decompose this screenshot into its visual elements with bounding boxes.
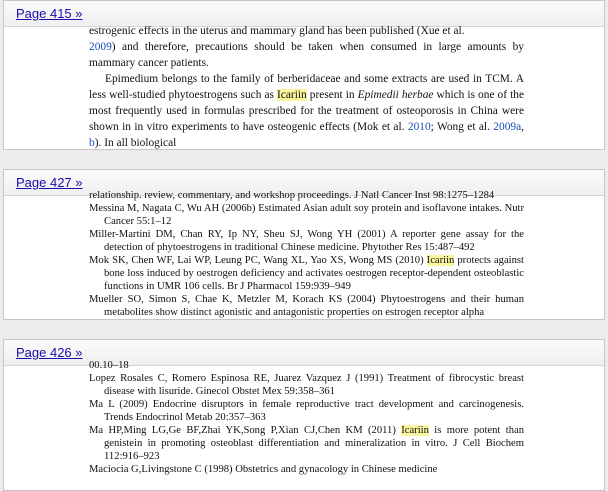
search-result-card xyxy=(3,339,605,491)
reference-entry: 00.10–18 xyxy=(89,360,129,371)
reference-text: Ma HP,Ming LG,Ge BF,Zhai YK,Song P,Xian CJ,Chen KM (2011) xyxy=(89,425,402,436)
reference-entry: relationship. review, commentary, and workshop proceedings. J Natl Cancer Inst 98:1275–1284 xyxy=(89,190,495,201)
page-snippet xyxy=(89,360,524,491)
snippet-text: which is one of the most frequently used in formulas prescribed for the treatment of osteoporosis in China were shown in in vitro experiments to have osteogenic effects (Mok et al. xyxy=(89,89,525,133)
reference-entry: Miller-Martini DM, Chan RY, Ip NY, Sheu SJ, Wong YH (2001) A reporter gene assay for the detection of phytoestrogens in traditional Chinese medicine. Phytother Res 15:487–492 xyxy=(89,229,524,253)
page-link[interactable]: Page 427 » xyxy=(16,175,83,190)
citation-link[interactable]: 2009 xyxy=(89,41,112,53)
citation-link[interactable]: 2009a xyxy=(493,121,522,133)
snippet-text: ; Wong et al. xyxy=(430,121,494,133)
snippet-text xyxy=(89,23,524,39)
search-highlight: Icariin xyxy=(401,425,429,436)
citation-link[interactable]: 2010 xyxy=(407,121,431,133)
page-snippet xyxy=(89,190,524,320)
page-snippet xyxy=(89,23,524,150)
snippet-line: estrogenic effects in the uterus and mammary gland has been published (Xue et al. xyxy=(89,25,465,37)
reference-entry: Maciocia G,Livingstone C (1998) Obstetrics and gynacology in Chinese medicine xyxy=(89,464,438,475)
reference-text: Mok SK, Chen WF, Lai WP, Leung PC, Wang XL, Yao XS, Wong MS (2010) xyxy=(89,255,427,266)
italic-term: Epimedii herbae xyxy=(357,89,434,101)
snippet-text: ). In all biological xyxy=(94,137,177,149)
page-link[interactable]: Page 426 » xyxy=(16,345,83,360)
search-highlight: Icariin xyxy=(277,89,307,101)
reference-entry xyxy=(89,254,524,293)
citation-link[interactable]: b xyxy=(89,137,95,149)
reference-entry xyxy=(89,424,524,463)
search-result-card xyxy=(3,169,605,320)
reference-text: protects against bone loss induced by oestrogen deficiency and activates oestrogen receptor-dependent osteoblastic functions in UMR 106 cells. Br J Pharmacol 159:939–949 xyxy=(104,255,524,292)
reference-entry: Messina M, Nagata C, Wu AH (2006b) Estimated Asian adult soy protein and isoflavone intakes. Nutr Cancer 55:1–12 xyxy=(89,203,524,227)
snippet-paragraph xyxy=(89,39,524,71)
snippet-text: , xyxy=(521,121,524,133)
search-highlight: Icariin xyxy=(426,255,455,266)
snippet-paragraph xyxy=(89,71,524,151)
snippet-text: ) and therefore, precautions should be taken when consumed in large amounts by mammary cancer patients. xyxy=(89,41,524,69)
reference-text: is more potent than genistein in promoting osteoblast differentiation and mineralization in vitro. J Cell Biochem 112:916–923 xyxy=(104,425,524,462)
snippet-text: Epimedium belongs to the family of berberidaceae and some extracts are used in TCM. A less well-studied phytoestrogens such as xyxy=(89,73,524,101)
reference-entry: Ma L (2009) Endocrine disruptors in female reproductive tract development and carcinogenesis. Trends Endocrinol Metab 20:357–363 xyxy=(89,399,524,423)
search-result-card xyxy=(3,0,605,150)
reference-entry: Mueller SO, Simon S, Chae K, Metzler M, Korach KS (2004) Phytoestrogens and their human metabolites show distinct agonistic and antagonistic properties on estrogen receptor alpha xyxy=(89,294,524,318)
snippet-text: present in xyxy=(306,89,358,101)
page-link[interactable]: Page 415 » xyxy=(16,6,83,21)
reference-entry: Lopez Rosales C, Romero Espinosa RE, Juarez Vazquez J (1991) Treatment of fibrocystic breast disease with lisuride. Ginecol Obstet Mex 59:358–361 xyxy=(89,373,524,397)
